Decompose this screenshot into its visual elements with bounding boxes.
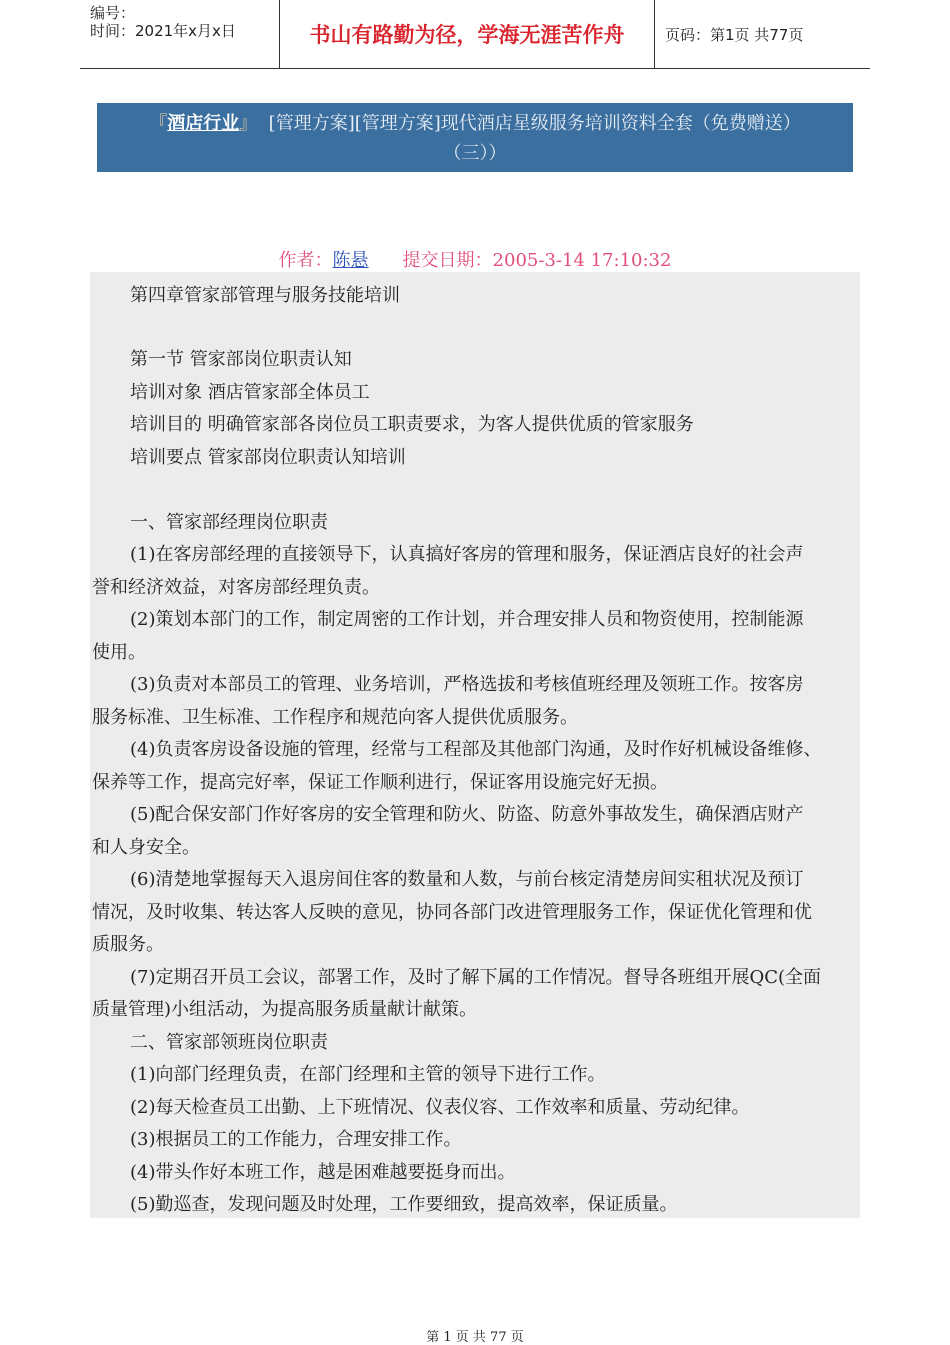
header-meta	[80, 0, 280, 68]
header-motto: 书山有路勤为径，学海无涯苦作舟	[280, 0, 655, 68]
time-label: 时间：2021年x月x日	[90, 22, 236, 40]
list-item: (3)根据员工的工作能力，合理安排工作。	[130, 1129, 462, 1150]
training-purpose: 培训目的 明确管家部各岗位员工职责要求，为客人提供优质的管家服务	[130, 414, 694, 435]
list-item: (2)每天检查员工出勤、上下班情况、仪表仪容、工作效率和质量、劳动纪律。	[130, 1097, 750, 1118]
title-line-2: （三））	[443, 143, 507, 164]
byline	[0, 246, 950, 272]
training-points: 培训要点 管家部岗位职责认知培训	[130, 447, 406, 468]
author-label: 作者：	[278, 250, 333, 271]
document-title	[97, 103, 853, 172]
list-item: (1)向部门经理负责，在部门经理和主管的领导下进行工作。	[130, 1064, 606, 1085]
section-heading: 第一节 管家部岗位职责认知	[130, 349, 352, 370]
category-close-bracket: 』	[239, 113, 258, 134]
paragraph-line: (4)负责客房设备设施的管理，经常与工程部及其他部门沟通，及时作好机械设备维修、	[130, 739, 822, 760]
paragraph-line: (1)在客房部经理的直接领导下，认真搞好客房的管理和服务，保证酒店良好的社会声	[130, 544, 804, 565]
paragraph-line: (3)负责对本部员工的管理、业务培训，严格选拔和考核值班经理及领班工作。按客房	[130, 674, 804, 695]
paragraph-line: 质量管理)小组活动，为提高服务质量献计献策。	[92, 999, 478, 1020]
paragraph-line: (2)策划本部门的工作，制定周密的工作计划，并合理安排人员和物资使用，控制能源	[130, 609, 804, 630]
paragraph-line: 保养等工作，提高完好率，保证工作顺利进行，保证客用设施完好无损。	[92, 772, 668, 793]
paragraph-line: (6)清楚地掌握每天入退房间住客的数量和人数，与前台核定清楚房间实租状况及预订	[130, 869, 804, 890]
subheading-manager: 一、管家部经理岗位职责	[130, 512, 328, 533]
paragraph-line: (7)定期召开员工会议，部署工作，及时了解下属的工作情况。督导各班组开展QC(全面	[130, 967, 822, 988]
page-header	[80, 0, 870, 69]
paragraph-line: 使用。	[92, 642, 146, 663]
subheading-foreman: 二、管家部领班岗位职责	[130, 1032, 328, 1053]
page-footer: 第 1 页 共 77 页	[426, 1330, 524, 1345]
article-body	[90, 272, 860, 1218]
number-label: 编号：	[90, 4, 136, 22]
header-page-info: 页码：第1页 共77页	[665, 25, 804, 44]
training-target: 培训对象 酒店管家部全体员工	[130, 382, 370, 403]
category-link[interactable]: 酒店行业	[167, 113, 240, 134]
date-label: 提交日期：	[402, 250, 493, 271]
paragraph-line: 服务标准、卫生标准、工作程序和规范向客人提供优质服务。	[92, 707, 578, 728]
chapter-heading: 第四章管家部管理与服务技能培训	[130, 285, 400, 306]
paragraph-line: 和人身安全。	[92, 837, 200, 858]
list-item: (5)勤巡查，发现问题及时处理，工作要细致，提高效率，保证质量。	[130, 1194, 678, 1215]
paragraph-line: 誉和经济效益，对客房部经理负责。	[92, 577, 380, 598]
author-link[interactable]: 陈悬	[332, 250, 369, 271]
paragraph-line: 情况，及时收集、转达客人反映的意见，协同各部门改进管理服务工作，保证优化管理和优	[92, 902, 812, 923]
category-open-bracket: 『	[149, 113, 168, 134]
submit-date: 2005-3-14 17:10:32	[492, 250, 672, 271]
title-line-1: [管理方案][管理方案]现代酒店星级服务培训资料全套（免费赠送）	[268, 113, 801, 134]
paragraph-line: 质服务。	[92, 934, 164, 955]
paragraph-line: (5)配合保安部门作好客房的安全管理和防火、防盗、防意外事故发生，确保酒店财产	[130, 804, 804, 825]
list-item: (4)带头作好本班工作，越是困难越要挺身而出。	[130, 1162, 516, 1183]
